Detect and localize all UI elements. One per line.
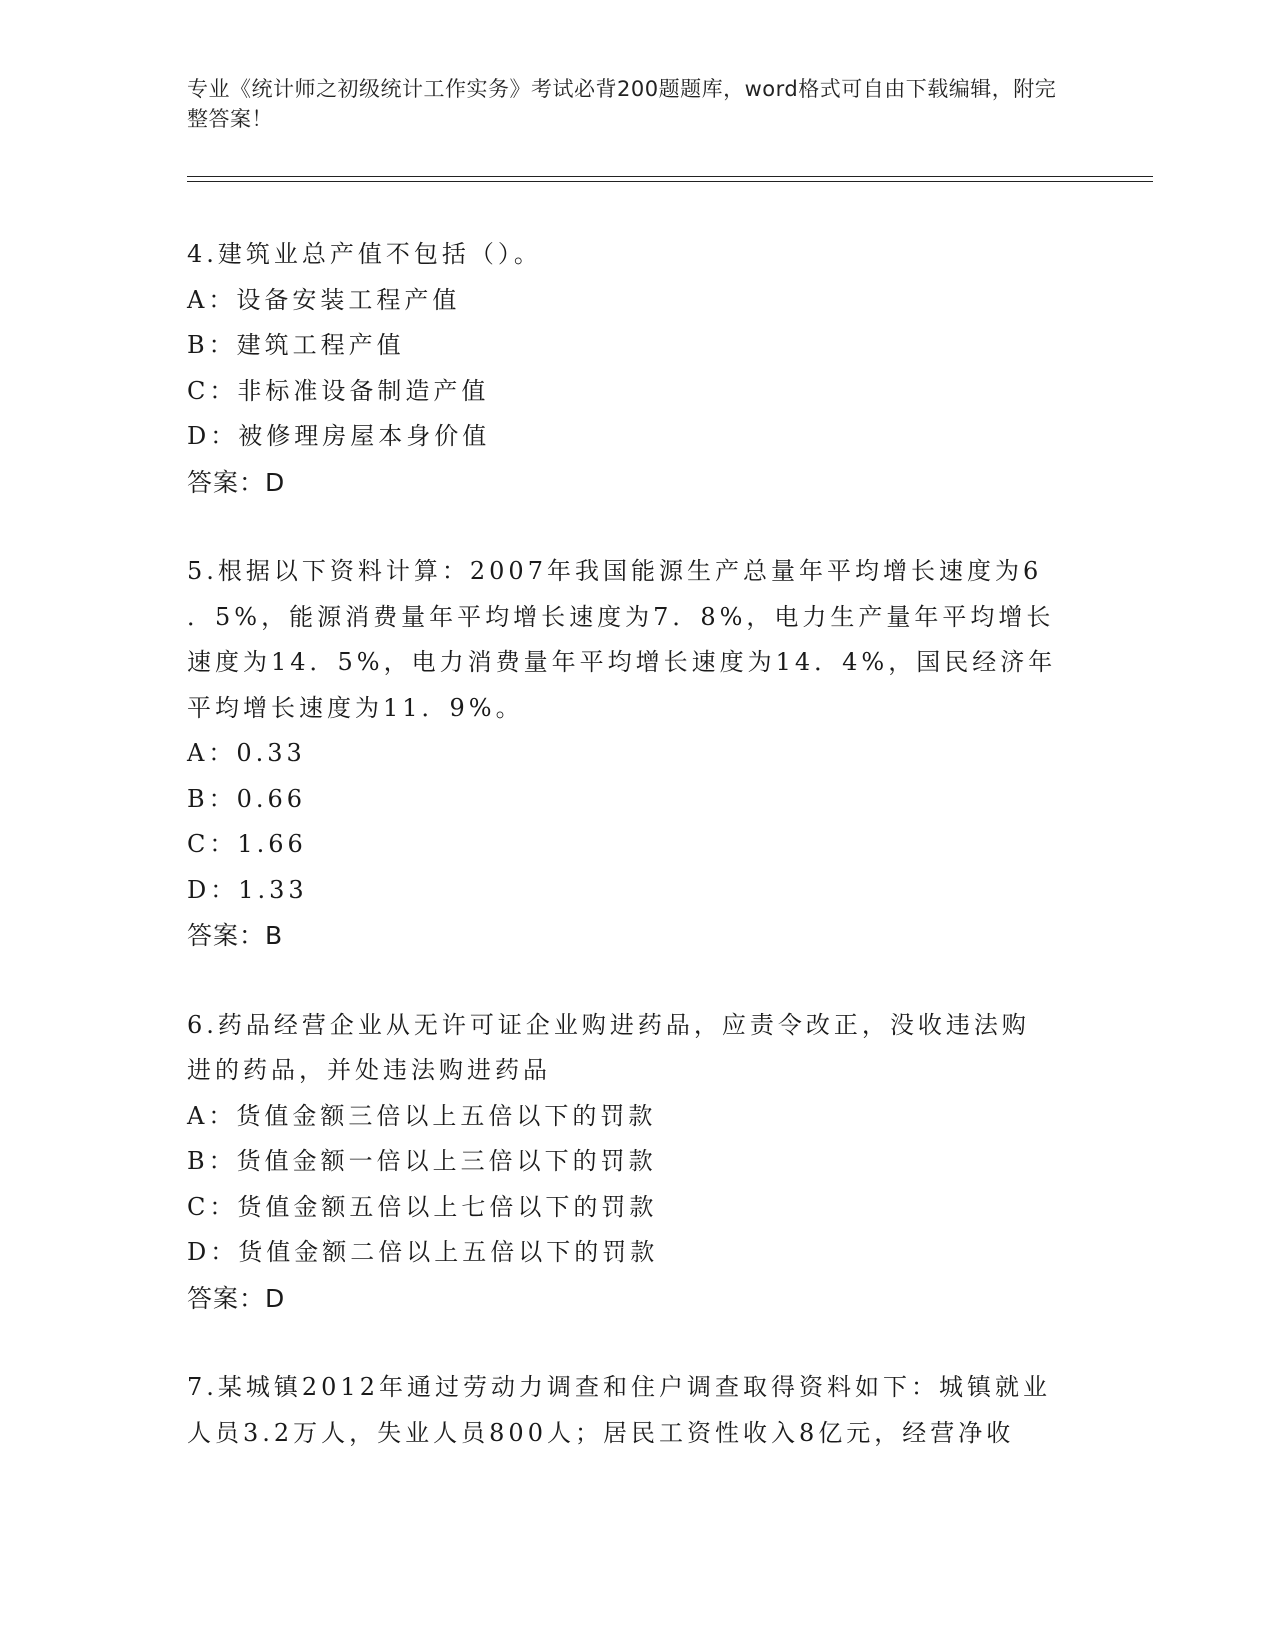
answer-line: 答案：D [187, 1283, 286, 1313]
document-header: 专业《统计师之初级统计工作实务》考试必背200题题库，word格式可自由下载编辑，附完整答案！ [187, 77, 1057, 131]
question-6 [187, 1003, 1087, 1322]
question-stem: 5.根据以下资料计算：2007年我国能源生产总量年平均增长速度为6 ．5%，能源消费量年平均增长速度为7．8%，电力生产量年平均增长 速度为14．5%，电力消费量年平均增长速度为14．4%，国民经济年 平均增长速度为11．9%。 [187, 557, 1057, 722]
answer-line: 答案：B [187, 921, 284, 950]
header-divider-bottom [187, 181, 1153, 182]
option-a: A：设备安装工程产值 [187, 285, 461, 314]
option-b: B：货值金额一倍以上三倍以下的罚款 [187, 1147, 657, 1175]
option-d: D：1.33 [187, 875, 308, 904]
option-b: B：0.66 [187, 784, 307, 813]
option-c: C：货值金额五倍以上七倍以下的罚款 [187, 1192, 658, 1221]
question-list [187, 232, 1087, 1500]
option-d: D：被修理房屋本身价值 [187, 422, 491, 450]
answer-line: 答案：D [187, 467, 286, 497]
question-stem: 4.建筑业总产值不包括（）。 [187, 240, 542, 268]
option-b: B：建筑工程产值 [187, 331, 405, 359]
option-a: A：0.33 [187, 739, 306, 767]
header-divider-top [187, 176, 1153, 177]
option-c: C：1.66 [187, 830, 307, 858]
question-stem: 6.药品经营企业从无许可证企业购进药品，应责令改正，没收违法购 进的药品，并处违法购进药品 [187, 1010, 1030, 1084]
question-5 [187, 549, 1087, 959]
question-stem: 7.某城镇2012年通过劳动力调查和住户调查取得资料如下：城镇就业 人员3.2万人，失业人员800人；居民工资性收入8亿元，经营净收 [187, 1373, 1051, 1447]
option-d: D：货值金额二倍以上五倍以下的罚款 [187, 1238, 659, 1266]
option-a: A：货值金额三倍以上五倍以下的罚款 [187, 1101, 657, 1130]
option-c: C：非标准设备制造产值 [187, 376, 490, 405]
question-7 [187, 1365, 1087, 1456]
question-4 [187, 232, 1087, 505]
